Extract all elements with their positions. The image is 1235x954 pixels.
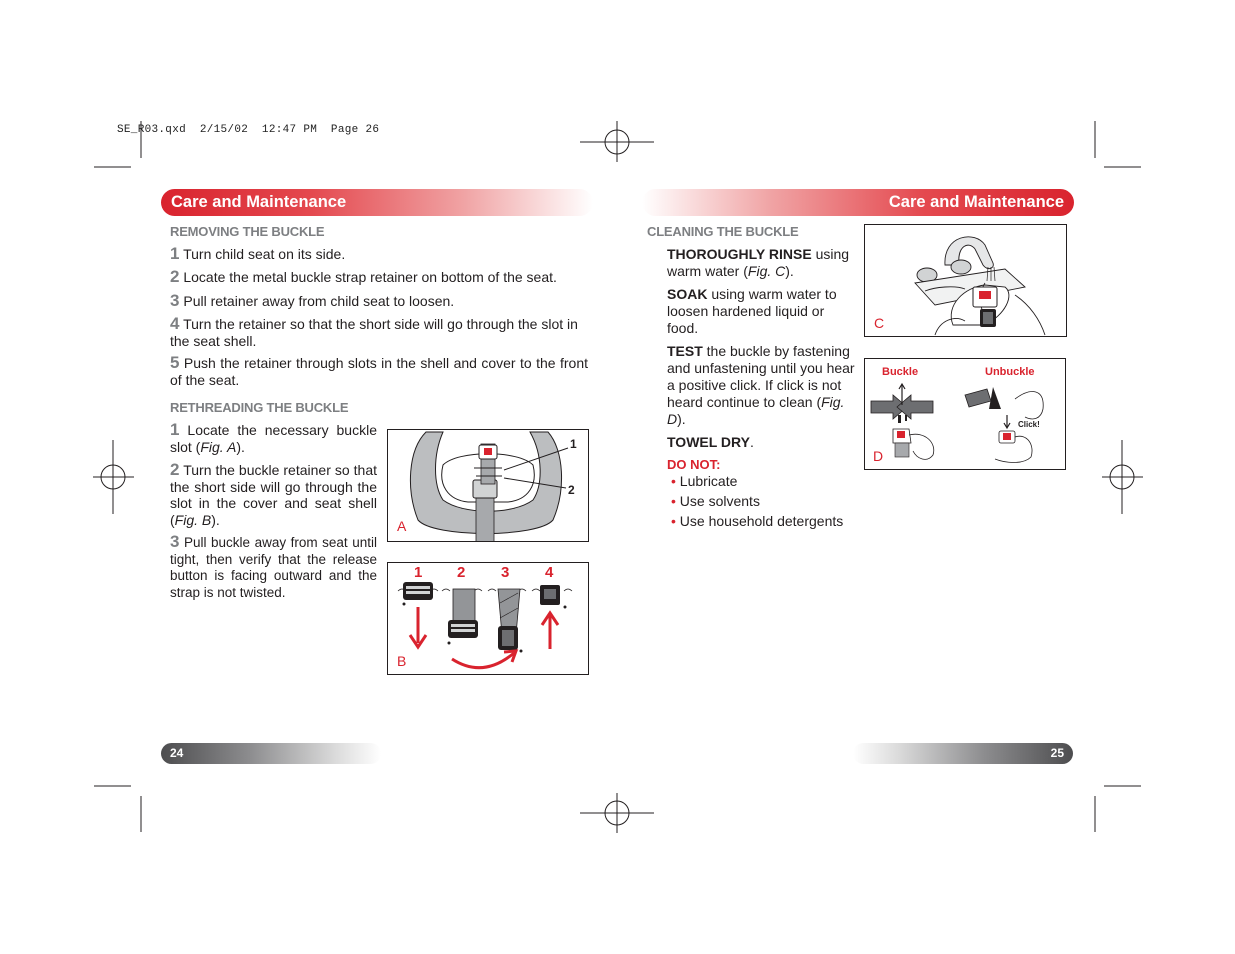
- fig-b-step-3: 3: [501, 564, 510, 581]
- seat-buckle-slot-illustration: [388, 430, 588, 541]
- right-header-bar: Care and Maintenance: [642, 189, 1074, 216]
- figure-d-label: D: [873, 448, 884, 464]
- step-text: Turn child seat on its side.: [183, 246, 346, 262]
- removing-step-1: [170, 246, 588, 263]
- removing-step-2: [170, 269, 588, 286]
- step-number: 2: [170, 460, 180, 479]
- do-not-item: [671, 473, 737, 490]
- removing-step-5: [170, 355, 588, 388]
- soak-label: SOAK: [667, 286, 708, 302]
- test-label: TEST: [667, 343, 703, 359]
- bullet-dot: •: [671, 473, 676, 489]
- do-not-item: [671, 493, 760, 510]
- bullet-dot: •: [671, 513, 676, 529]
- soak-text: using warm water to loosen hardened liquid or food.: [667, 286, 837, 336]
- figure-a: [387, 429, 589, 542]
- left-header-bar: Care and Maintenance: [161, 189, 593, 216]
- bullet-dot: •: [671, 493, 676, 509]
- step-number: 3: [170, 291, 180, 310]
- rethreading-heading: RETHREADING THE BUCKLE: [170, 400, 349, 415]
- step-text: Push the retainer through slots in the shell and cover to the front of the seat.: [170, 355, 589, 388]
- removing-step-3: [170, 293, 588, 310]
- step-text: Turn the retainer so that the short side will go through the slot in the seat shell.: [170, 316, 578, 349]
- step-number: 1: [170, 420, 180, 439]
- fig-ref: Fig. B: [174, 511, 212, 528]
- rethreading-step-2: [170, 462, 377, 528]
- do-not-item: [671, 513, 843, 530]
- rinse-instruction: [667, 246, 855, 280]
- dry-label: TOWEL DRY: [667, 434, 750, 450]
- step-number: 3: [170, 532, 180, 551]
- page-number-right: 25: [853, 743, 1073, 764]
- callout-1: 1: [570, 437, 577, 451]
- step-text-end: ).: [211, 511, 220, 528]
- test-text-end: ).: [677, 411, 686, 427]
- fig-ref: Fig. D: [667, 394, 845, 427]
- step-number: 4: [170, 314, 180, 333]
- step-number: 5: [170, 353, 180, 372]
- removing-heading: REMOVING THE BUCKLE: [170, 224, 325, 239]
- callout-2: 2: [568, 483, 575, 497]
- removing-step-4: [170, 316, 588, 349]
- rinse-label: THOROUGHLY RINSE: [667, 246, 812, 262]
- do-not-heading: DO NOT:: [667, 457, 721, 472]
- step-text: Pull buckle away from seat until tight, then verify that the release button is facing outward and the strap is not twisted.: [170, 535, 377, 600]
- fig-b-step-1: 1: [414, 564, 423, 581]
- unbuckle-label: Unbuckle: [985, 366, 1035, 378]
- figure-b-label: B: [397, 653, 407, 669]
- step-number: 2: [170, 267, 180, 286]
- do-not-text: Use solvents: [679, 493, 760, 509]
- figure-a-label: A: [397, 518, 407, 534]
- fig-ref: Fig. C: [747, 263, 786, 279]
- step-text: Locate the metal buckle strap retainer on bottom of the seat.: [183, 269, 557, 285]
- figure-c: [864, 224, 1067, 337]
- page-number-left: 24: [161, 743, 381, 764]
- do-not-text: Lubricate: [679, 473, 738, 489]
- step-text: Locate the necessary buckle slot (: [170, 422, 377, 455]
- step-text-end: ).: [236, 438, 245, 455]
- rethreading-step-3: [170, 534, 377, 601]
- rethreading-step-1: [170, 422, 377, 455]
- fig-ref: Fig. A: [200, 438, 237, 455]
- faucet-rinse-illustration: [865, 225, 1066, 336]
- do-not-text: Use household detergents: [679, 513, 844, 529]
- fig-b-step-2: 2: [457, 564, 466, 581]
- rinse-text: using warm water (: [667, 246, 850, 279]
- dry-text-end: .: [749, 434, 754, 450]
- print-slug: SE_R03.qxd 2/15/02 12:47 PM Page 26: [117, 124, 380, 136]
- step-text: Pull retainer away from child seat to loosen.: [183, 293, 455, 309]
- click-label: Click!: [1018, 420, 1040, 429]
- test-text: the buckle by fastening and unfastening until you hear a positive click. If click is not heard continue to clean (: [667, 343, 855, 410]
- step-text: Turn the buckle retainer so that the short side will go through the slot in the cover and seat shell (: [170, 462, 377, 528]
- buckle-label: Buckle: [882, 366, 919, 378]
- figure-b: [387, 562, 589, 675]
- figure-c-label: C: [874, 315, 885, 331]
- cleaning-heading: CLEANING THE BUCKLE: [647, 224, 799, 239]
- step-number: 1: [170, 244, 180, 263]
- test-instruction: [667, 343, 855, 428]
- figure-d: [864, 358, 1066, 470]
- rinse-text-end: ).: [785, 263, 794, 279]
- dry-instruction: [667, 434, 855, 451]
- fig-b-step-4: 4: [545, 564, 554, 581]
- soak-instruction: [667, 286, 855, 337]
